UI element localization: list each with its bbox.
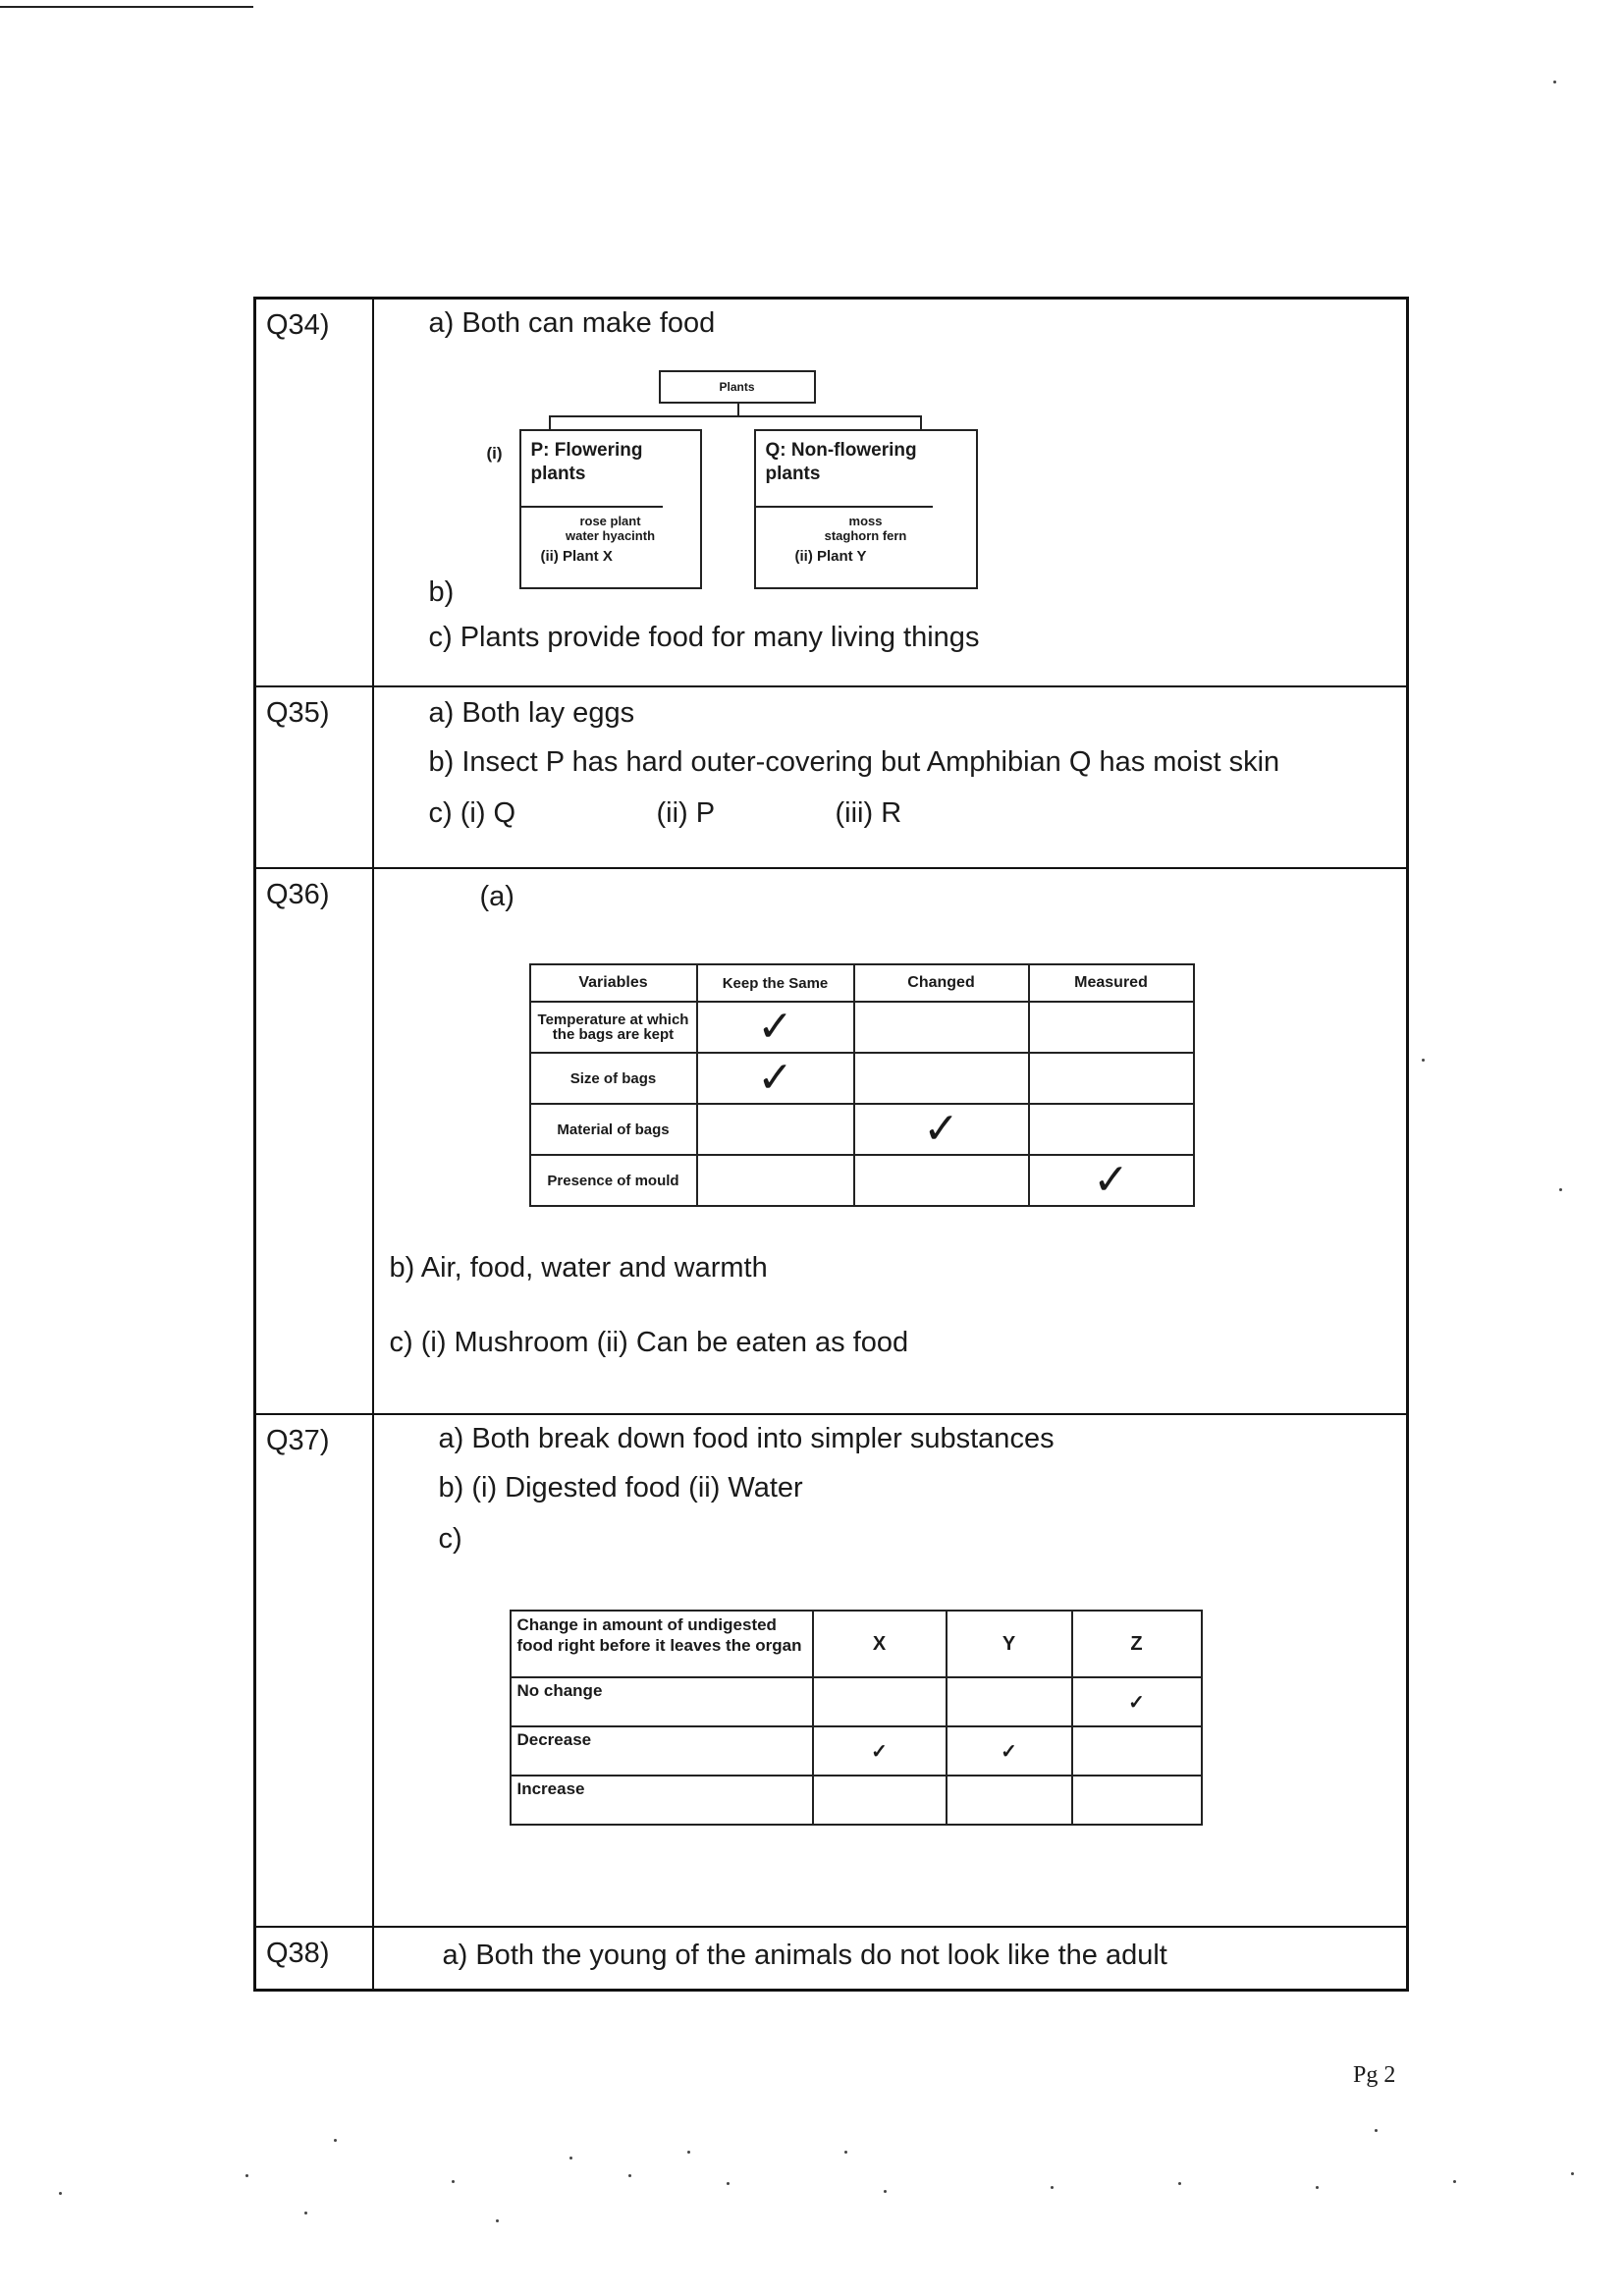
q38-row bbox=[255, 1927, 1408, 1991]
empty-cell bbox=[697, 1155, 854, 1206]
flowering-title: P: Flowering plants bbox=[521, 431, 663, 508]
q36-row bbox=[255, 868, 1408, 1414]
q35-c: c) (i) Q bbox=[428, 797, 516, 829]
q34-row bbox=[255, 299, 1408, 687]
tick-cell: ✓ bbox=[1072, 1677, 1202, 1726]
q35-c-ii: (ii) P bbox=[656, 797, 716, 829]
q36-number: Q36) bbox=[255, 868, 373, 1414]
scan-speck bbox=[844, 2151, 847, 2154]
tick-cell bbox=[947, 1677, 1072, 1726]
empty-cell bbox=[854, 1002, 1029, 1053]
tick-cell bbox=[1072, 1776, 1202, 1825]
q35-c-iii: (iii) R bbox=[835, 797, 902, 829]
q36-answer bbox=[373, 868, 1408, 1414]
empty-cell bbox=[1029, 1053, 1194, 1104]
answer-table bbox=[253, 297, 1409, 1992]
q34-answer bbox=[373, 299, 1408, 687]
table-row bbox=[530, 1002, 1194, 1053]
variables-table bbox=[529, 963, 1195, 1207]
flowering-item: water hyacinth bbox=[565, 528, 656, 543]
empty-cell bbox=[697, 1104, 854, 1155]
q35-row bbox=[255, 686, 1408, 868]
chart-connector bbox=[920, 415, 922, 429]
scan-speck bbox=[245, 2174, 248, 2177]
q36-c: c) (i) Mushroom (ii) Can be eaten as food bbox=[389, 1327, 909, 1358]
changed-header: Changed bbox=[854, 964, 1029, 1002]
tick-mark: ✓ bbox=[697, 1002, 854, 1053]
chart-root-box: Plants bbox=[659, 370, 816, 404]
variable-label: Size of bags bbox=[530, 1053, 697, 1104]
q37-row bbox=[255, 1414, 1408, 1927]
table-row bbox=[511, 1726, 1202, 1776]
change-label: No change bbox=[511, 1677, 813, 1726]
organ-x-header: X bbox=[813, 1611, 947, 1677]
tick-cell bbox=[947, 1776, 1072, 1825]
scan-speck bbox=[1571, 2172, 1574, 2175]
table-row bbox=[530, 1053, 1194, 1104]
scan-speck bbox=[1553, 81, 1556, 83]
q38-number: Q38) bbox=[255, 1927, 373, 1991]
change-label: Decrease bbox=[511, 1726, 813, 1776]
tick-cell bbox=[813, 1776, 947, 1825]
empty-cell bbox=[1029, 1104, 1194, 1155]
tick-cell bbox=[1072, 1726, 1202, 1776]
digestion-header-row bbox=[511, 1611, 1202, 1677]
q38-answer bbox=[373, 1927, 1408, 1991]
plant-x-label: (ii) Plant X bbox=[540, 548, 613, 565]
scan-speck bbox=[1051, 2186, 1054, 2189]
q36-a: (a) bbox=[479, 881, 514, 912]
scan-speck bbox=[1453, 2180, 1456, 2183]
scan-speck bbox=[59, 2192, 62, 2195]
plant-y-label: (ii) Plant Y bbox=[794, 548, 867, 565]
non-flowering-item: staghorn fern bbox=[824, 528, 907, 543]
tick-mark: ✓ bbox=[697, 1053, 854, 1104]
variable-label: Material of bags bbox=[530, 1104, 697, 1155]
q36-b: b) Air, food, water and warmth bbox=[389, 1252, 768, 1284]
q34-c: c) Plants provide food for many living things bbox=[428, 622, 980, 653]
q35-answer bbox=[373, 686, 1408, 868]
top-rule bbox=[0, 6, 253, 8]
tick-cell bbox=[813, 1677, 947, 1726]
non-flowering-title: Q: Non-flowering plants bbox=[756, 431, 933, 508]
scan-speck bbox=[304, 2212, 307, 2214]
table-row bbox=[530, 1104, 1194, 1155]
chart-connector bbox=[549, 415, 922, 417]
q37-b: b) (i) Digested food (ii) Water bbox=[438, 1472, 803, 1503]
scan-speck bbox=[452, 2180, 455, 2183]
q35-b: b) Insect P has hard outer-covering but Amphibian Q has moist skin bbox=[428, 746, 1280, 778]
variables-header: Variables bbox=[530, 964, 697, 1002]
scan-speck bbox=[569, 2157, 572, 2159]
q35-number: Q35) bbox=[255, 686, 373, 868]
scan-speck bbox=[1178, 2182, 1181, 2185]
variable-label: Temperature at which the bags are kept bbox=[530, 1002, 697, 1053]
q37-a: a) Both break down food into simpler substances bbox=[438, 1423, 1055, 1454]
scan-speck bbox=[884, 2190, 887, 2193]
empty-cell bbox=[1029, 1002, 1194, 1053]
organ-y-header: Y bbox=[947, 1611, 1072, 1677]
tick-cell: ✓ bbox=[813, 1726, 947, 1776]
measured-header: Measured bbox=[1029, 964, 1194, 1002]
q38-a: a) Both the young of the animals do not look like the adult bbox=[442, 1940, 1167, 1971]
tick-cell: ✓ bbox=[947, 1726, 1072, 1776]
chart-label-i: (i) bbox=[486, 444, 503, 463]
flowering-plants-box bbox=[519, 429, 702, 589]
keep-same-header: Keep the Same bbox=[697, 964, 854, 1002]
q35-a: a) Both lay eggs bbox=[428, 697, 635, 729]
change-label: Increase bbox=[511, 1776, 813, 1825]
tick-mark: ✓ bbox=[854, 1104, 1029, 1155]
chart-connector bbox=[549, 415, 551, 429]
empty-cell bbox=[854, 1053, 1029, 1104]
scan-speck bbox=[727, 2182, 730, 2185]
scan-speck bbox=[496, 2219, 499, 2222]
non-flowering-plants-box bbox=[754, 429, 978, 589]
scan-speck bbox=[1316, 2186, 1319, 2189]
q37-answer bbox=[373, 1414, 1408, 1927]
non-flowering-item: moss bbox=[848, 514, 883, 528]
q34-number: Q34) bbox=[255, 299, 373, 687]
variable-label: Presence of mould bbox=[530, 1155, 697, 1206]
table-row bbox=[511, 1776, 1202, 1825]
digestion-table bbox=[510, 1610, 1203, 1826]
scan-speck bbox=[1559, 1188, 1562, 1191]
table-row bbox=[530, 1155, 1194, 1206]
scan-speck bbox=[628, 2174, 631, 2177]
flowering-item: rose plant bbox=[579, 514, 641, 528]
tick-mark: ✓ bbox=[1029, 1155, 1194, 1206]
digestion-header: Change in amount of undigested food right before it leaves the organ bbox=[511, 1611, 813, 1677]
scan-speck bbox=[1422, 1059, 1425, 1062]
page-number: Pg 2 bbox=[1353, 2062, 1396, 2088]
q34-a: a) Both can make food bbox=[428, 307, 716, 339]
q37-c: c) bbox=[438, 1523, 462, 1555]
scan-speck bbox=[687, 2151, 690, 2154]
organ-z-header: Z bbox=[1072, 1611, 1202, 1677]
q34-b: b) bbox=[428, 576, 455, 608]
empty-cell bbox=[854, 1155, 1029, 1206]
table-row bbox=[511, 1677, 1202, 1726]
scan-speck bbox=[334, 2139, 337, 2142]
scan-speck bbox=[1375, 2129, 1378, 2132]
variables-header-row bbox=[530, 964, 1194, 1002]
q37-number: Q37) bbox=[255, 1414, 373, 1927]
